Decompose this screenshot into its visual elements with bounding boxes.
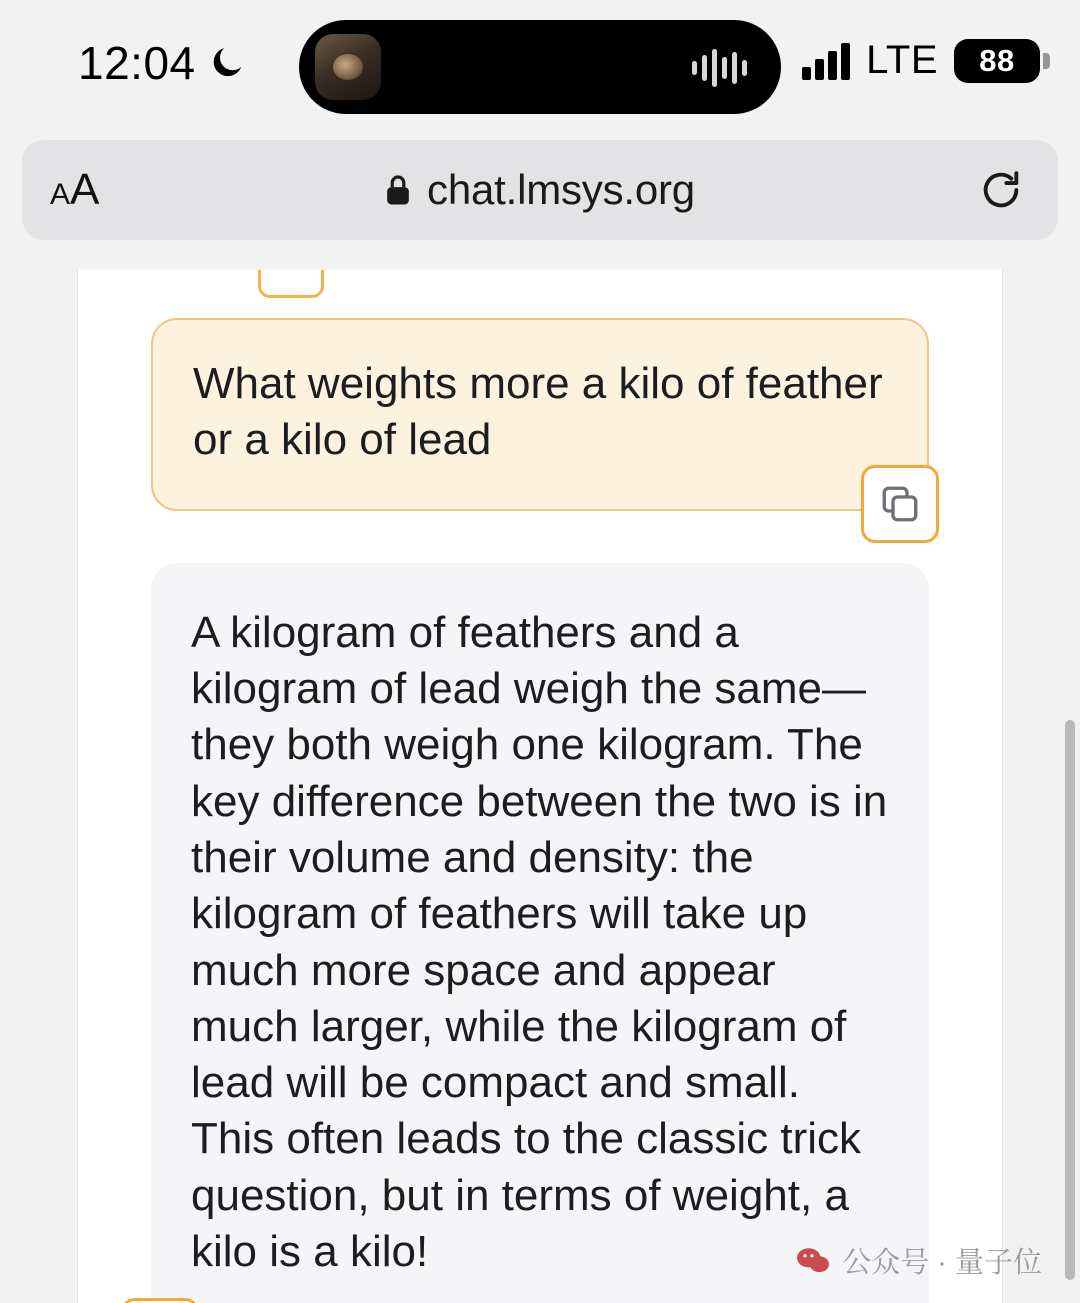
status-indicators [802, 38, 1040, 83]
page-scrollbar[interactable] [1065, 720, 1075, 1280]
page-left-margin [0, 270, 78, 1303]
cellular-signal-icon [802, 42, 850, 80]
previous-message-copy-button[interactable] [258, 270, 324, 298]
battery-indicator [954, 39, 1040, 83]
reload-icon[interactable] [978, 167, 1024, 213]
page-settings-small-a: A [50, 178, 71, 211]
user-message-bubble [151, 318, 929, 511]
url-display[interactable] [385, 166, 695, 214]
wechat-icon [796, 1247, 830, 1275]
user-message-text: What weights more a kilo of feather or a kilo of lead [193, 359, 883, 465]
status-time: 12:04 [78, 37, 196, 89]
copy-icon [879, 483, 921, 525]
assistant-message-bubble [151, 563, 929, 1303]
page-settings-large-a: A [70, 165, 100, 214]
battery-percent-label: 88 [979, 42, 1015, 78]
watermark [796, 1240, 1042, 1281]
network-type-label: LTE [866, 38, 938, 82]
watermark-text: 公众号 · 量子位 [842, 1247, 1042, 1279]
audio-waveform-icon [692, 48, 747, 88]
address-bar[interactable] [22, 140, 1058, 240]
browser-toolbar [0, 140, 1080, 270]
assistant-message-text: A kilogram of feathers and a kilogram of lead weigh the same—they both weigh one kilogram. The key difference between the two is in their volume and density: the kilogram of feathers will take up much more space and appear much larger, while the kilogram of lead will be compact and small. This often leads to the classic trick question, but in terms of weight, a kilo is a kilo! [191, 607, 888, 1277]
crescent-moon-icon [208, 44, 246, 82]
copy-assistant-message-button[interactable] [121, 1298, 199, 1303]
copy-user-message-button[interactable] [861, 465, 939, 543]
status-bar [0, 0, 1080, 140]
page-settings-button[interactable] [50, 165, 99, 215]
web-page-content [0, 270, 1080, 1303]
lock-icon [385, 174, 411, 206]
url-text: chat.lmsys.org [427, 166, 695, 213]
dynamic-island[interactable] [299, 20, 781, 114]
profile-avatar [315, 34, 381, 100]
chat-conversation [78, 270, 1002, 1303]
